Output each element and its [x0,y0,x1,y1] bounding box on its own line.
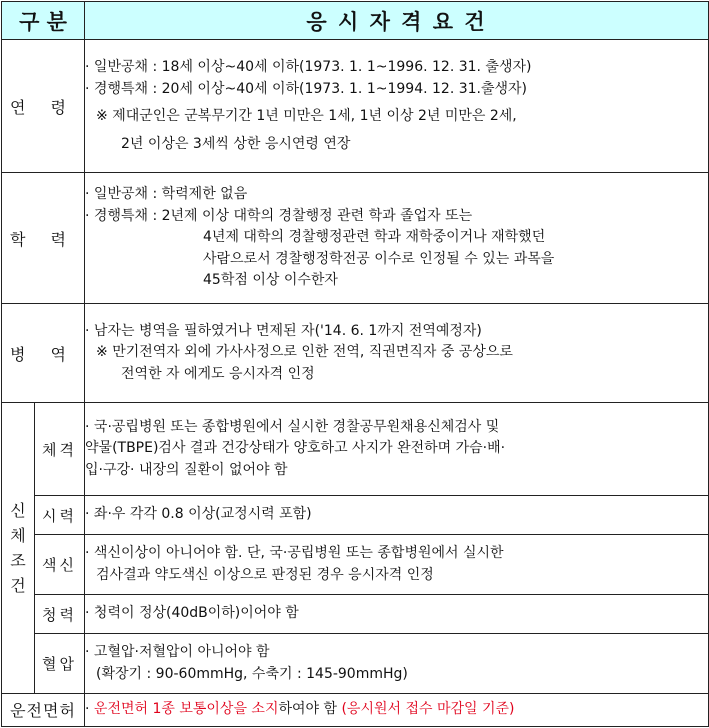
color-line-1: · 색신이상이 아니어야 함. 단, 국·공립병원 또는 종합병원에서 실시한 [85,545,504,562]
age-line-3: ※ 제대군인은 군복무기간 1년 미만은 1세, 1년 이상 2년 미만은 2세, [96,108,517,125]
hearing-label: 청력 [35,594,85,633]
vision-line-1: · 좌·우 각각 0.8 이상(교정시력 포함) [85,506,312,523]
license-content [85,693,709,726]
header-requirements: 응 시 자 격 요 건 [85,2,709,40]
row-physical-hearing [2,594,709,633]
header-category: 구 분 [2,2,85,40]
color-label: 색신 [35,535,85,595]
blood-line-2: (확장기 : 90-60mmHg, 수축기 : 145-90mmHg) [96,665,408,682]
row-physical-build [2,403,709,496]
vision-label: 시력 [35,495,85,534]
physical-label-char-2: 체 [10,526,26,546]
build-line-3: 입·구강· 내장의 질환이 없어야 함 [85,461,288,478]
blood-label: 혈압 [35,634,85,694]
education-content [85,173,709,304]
age-line-2: · 경행특채 : 20세 이상~40세 이하(1973. 1. 1~1994. 12. 31.출생자) [85,80,528,97]
military-line-3: 전역한 자 에게도 응시자격 인정 [121,365,315,382]
education-line-3: 4년제 대학의 경찰행정관련 학과 재학중이거나 재학했던 [203,229,546,246]
table-header-row [2,2,709,40]
color-line-2: 검사결과 약도색신 이상으로 판정된 경우 응시자격 인정 [96,566,434,583]
physical-label [2,403,35,694]
physical-label-char-3: 조 [10,551,26,571]
build-line-1: · 국·공립병원 또는 종합병원에서 실시한 경찰공무원채용신체검사 및 [85,418,500,435]
row-education [2,173,709,304]
education-label: 학 력 [2,173,85,304]
license-requirement-red: 운전면허 1종 보통이상을 소지 [93,701,279,718]
row-license [2,693,709,726]
hearing-line-1: · 청력이 정상(40dB이하)이어야 함 [85,605,299,622]
education-line-2: · 경행특채 : 2년제 이상 대학의 경찰행정 관련 학과 졸업자 또는 [85,207,473,224]
military-content [85,304,709,403]
row-age [2,40,709,173]
color-content [85,535,709,595]
age-line-1: · 일반공채 : 18세 이상~40세 이하(1973. 1. 1~1996. 12. 31. 출생자) [85,59,532,76]
row-physical-blood [2,634,709,694]
hearing-content [85,594,709,633]
education-line-4: 사람으로서 경찰행정학전공 이수로 인정될 수 있는 과목을 [203,250,555,267]
row-physical-color [2,535,709,595]
license-deadline-note: (응시원서 접수 마감일 기준) [341,701,515,718]
age-label: 연 령 [2,40,85,173]
education-line-1: · 일반공채 : 학력제한 없음 [85,186,248,203]
military-label: 병 역 [2,304,85,403]
build-content [85,403,709,496]
build-line-2: 약물(TBPE)검사 결과 건강상태가 양호하고 사지가 완전하며 가슴·배· [85,440,506,457]
blood-line-1: · 고혈압·저혈압이 아니어야 함 [85,644,270,661]
license-line [85,699,708,721]
license-requirement-black: 하여야 함 [278,701,338,718]
physical-label-char-4: 건 [10,576,26,596]
vision-content [85,495,709,534]
education-line-5: 45학점 이상 이수한자 [203,272,338,289]
license-label: 운전면허 [2,693,85,726]
build-label: 체격 [35,403,85,496]
row-military [2,304,709,403]
requirements-table [1,1,709,727]
military-line-2: ※ 만기전역자 외에 가사사정으로 인한 전역, 직권면직자 중 공상으로 [96,344,513,361]
age-line-4: 2년 이상은 3세씩 상한 응시연령 연장 [121,135,351,152]
row-physical-vision [2,495,709,534]
age-content [85,40,709,173]
license-bullet: · [85,701,90,718]
military-line-1: · 남자는 병역을 필하였거나 면제된 자('14. 6. 1까지 전역예정자) [85,322,482,339]
blood-content [85,634,709,694]
physical-label-char-1: 신 [10,501,26,521]
